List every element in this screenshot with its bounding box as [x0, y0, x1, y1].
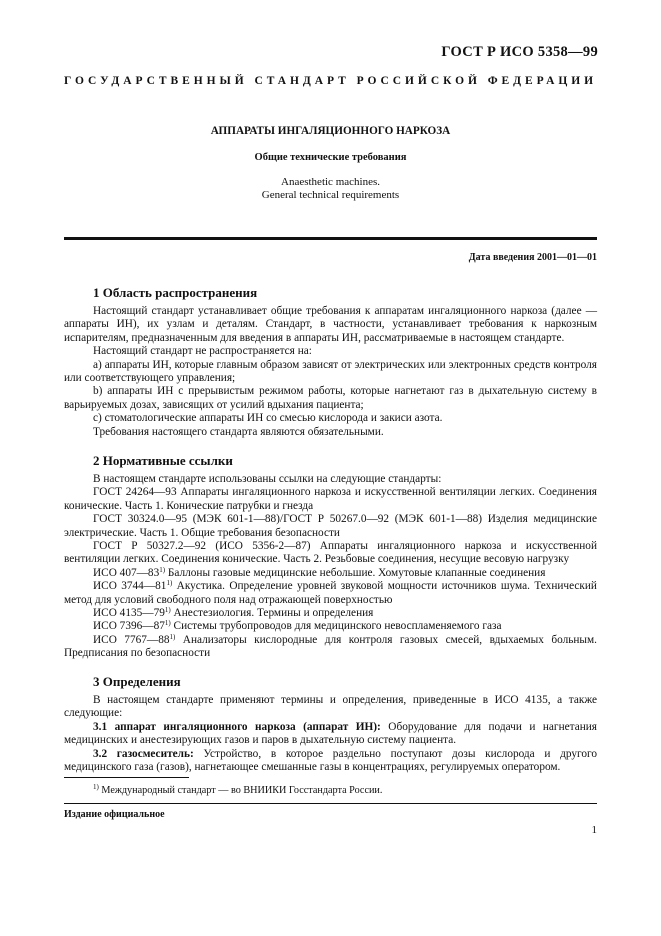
definition-item	[64, 748, 597, 775]
footnote-mark: 1)	[164, 606, 171, 615]
footnote	[64, 785, 597, 796]
standard-code: ГОСТ Р ИСО 5358—99	[441, 44, 598, 60]
english-title	[64, 176, 597, 202]
paragraph: В настоящем стандарте использованы ссылки на следующие стандарты:	[93, 473, 442, 485]
english-title-line2: General technical requirements	[261, 189, 400, 201]
page-number: 1	[591, 824, 597, 836]
reference-title: Акустика. Определение уровней звуковой мощности источников шума. Технический метод для условий свободного поля над отражающей поверхностью	[64, 580, 597, 606]
section-2-heading: 2 Нормативные ссылки	[93, 453, 233, 468]
footnote-mark: 1)	[169, 632, 176, 641]
definition-item	[64, 721, 597, 748]
paragraph: В настоящем стандарте применяют термины и определения, приведенные в ИСО 4135, а также следующие:	[64, 694, 597, 720]
reference-code: ИСО 407—83	[93, 566, 160, 579]
footnote-mark: 1)	[166, 579, 173, 588]
reference-code: ИСО 7396—87	[93, 620, 165, 633]
reference-title: Системы трубопроводов для медицинского невоспламеняемого газа	[173, 620, 502, 633]
footnote-mark: 1)	[93, 783, 99, 791]
section-1-heading: 1 Область распространения	[93, 285, 258, 300]
title-divider	[64, 237, 597, 240]
footnote-divider	[64, 777, 189, 778]
section-2-body	[64, 473, 597, 661]
reference-item	[64, 607, 597, 620]
document-title: АППАРАТЫ ИНГАЛЯЦИОННОГО НАРКОЗА	[210, 125, 451, 137]
definition-text: Оборудование для подачи и нагнетания медицинских и анестезирующих газов и паров в дыхательную систему пациента.	[64, 720, 598, 747]
reference-item: ГОСТ 24264—93 Аппараты ингаляционного наркоза и искусственной вентиляции легких. Соединения конические. Часть 1. Конические патрубки и гнезда	[64, 486, 597, 512]
definition-text: Устройство, в которое раздельно поступают дозы кислорода и другого медицинского газа (газов), нагнетающее смешанные газы в концентрациях, регулируемых оператором.	[64, 747, 597, 774]
reference-item: ГОСТ Р 50327.2—92 (ИСО 5356-2—87) Аппараты ингаляционного наркоза и искусственной вентиляции легких. Соединения конические. Часть 2. Резьбовые соединения, несущие весовую нагрузку	[64, 540, 597, 566]
edition-label: Издание официальное	[64, 809, 165, 820]
reference-code: ИСО 4135—79	[93, 607, 165, 620]
paragraph: Требования настоящего стандарта являются обязательными.	[93, 425, 384, 438]
definition-term: 3.2 газосмеситель:	[93, 747, 194, 760]
organization-header: ГОСУДАРСТВЕННЫЙ СТАНДАРТ РОССИЙСКОЙ ФЕДЕРАЦИИ	[64, 75, 598, 87]
footnote-mark: 1)	[164, 619, 171, 628]
reference-title: Анестезиология. Термины и определения	[173, 607, 374, 620]
footer-divider	[64, 803, 597, 804]
english-title-line1: Anaesthetic machines.	[281, 176, 380, 188]
reference-title: Анализаторы кислородные для контроля газовых смесей, вдыхаемых больным. Предписания по безопасности	[64, 633, 597, 660]
reference-item: ГОСТ 30324.0—95 (МЭК 601-1—88)/ГОСТ Р 50267.0—92 (МЭК 601-1—88) Изделия медицинские электрические. Часть 1. Общие требования безопасности	[64, 513, 597, 539]
definition-term: 3.1 аппарат ингаляционного наркоза (аппарат ИН):	[93, 720, 381, 733]
footnote-mark: 1)	[159, 565, 166, 574]
section-3-heading: 3 Определения	[93, 674, 181, 689]
reference-item	[64, 567, 597, 580]
paragraph: Настоящий стандарт не распространяется на:	[93, 345, 312, 358]
section-1-body	[64, 305, 597, 439]
reference-title: Баллоны газовые медицинские небольшие. Хомутовые клапанные соединения	[167, 566, 546, 579]
reference-code: ИСО 3744—81	[93, 580, 167, 593]
effective-date: Дата введения 2001—01—01	[468, 252, 597, 263]
footnote-text: Международный стандарт — во ВНИИКИ Госстандарта России.	[101, 785, 383, 796]
reference-item	[64, 634, 597, 661]
paragraph: Настоящий стандарт устанавливает общие требования к аппаратам ингаляционного наркоза (далее — аппараты ИН), их узлам и деталям. Стандарт, в частности, устанавливает требования к наркозным испарителям, предназначенным для введения в аппараты ИН, рассматриваемые в настоящем стандарте.	[64, 305, 597, 344]
list-item: а) аппараты ИН, которые главным образом зависят от электрических или электронных средств контроля или соответствующего управления;	[64, 358, 597, 385]
reference-item	[64, 580, 597, 607]
list-item: с) стоматологические аппараты ИН со смесью кислорода и закиси азота.	[93, 412, 443, 425]
list-item: b) аппараты ИН с прерывистым режимом работы, которые нагнетают газ в дыхательную систему в варьируемых дозах, зависящих от усилий вдыхания пациента;	[64, 385, 597, 411]
document-subtitle: Общие технические требования	[254, 152, 407, 163]
section-3-body	[64, 694, 597, 774]
reference-code: ИСО 7767—88	[93, 633, 170, 646]
reference-item	[64, 620, 597, 633]
